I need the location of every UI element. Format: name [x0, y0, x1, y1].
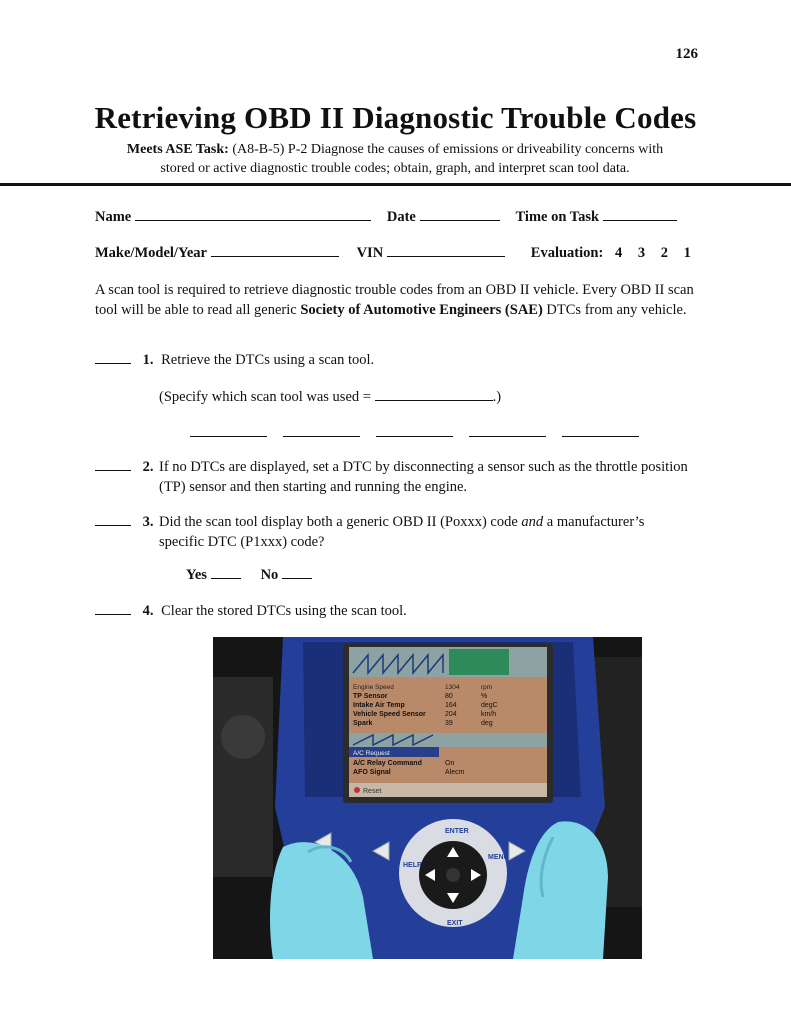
screen-row-unit: deg: [481, 720, 493, 727]
step-3-number: 3.: [142, 514, 154, 530]
step-2: [95, 457, 154, 477]
scan-tool-field[interactable]: [375, 388, 493, 401]
name-field[interactable]: [135, 208, 371, 221]
screen-row-value: 204: [445, 711, 457, 718]
step-3-checkbox[interactable]: [95, 513, 131, 526]
screen-row-label: A/C Relay Command: [353, 760, 422, 767]
step-2-number: 2.: [142, 459, 154, 475]
score-1[interactable]: 1: [683, 245, 691, 261]
no-label: No: [260, 567, 279, 583]
screen-row-value: 164: [445, 702, 457, 709]
help-button: HELP: [403, 862, 422, 869]
reset-softkey: Reset: [363, 788, 382, 795]
screen-row-label: Intake Air Temp: [353, 702, 405, 709]
time-on-task-field[interactable]: [603, 208, 677, 221]
no-field[interactable]: [282, 566, 312, 579]
name-row: [95, 208, 681, 226]
page-number: 126: [675, 46, 698, 62]
enter-button: ENTER: [445, 828, 469, 835]
evaluation-label: Evaluation:: [530, 245, 604, 261]
score-4[interactable]: 4: [614, 245, 623, 261]
dtc-code-field[interactable]: [562, 424, 639, 437]
step-3-text-a: Did the scan tool display both a generic OBD II (Poxxx) code: [159, 514, 522, 530]
screen-row-unit: km/h: [481, 711, 497, 718]
specify-text: (Specify which scan tool was used =: [159, 389, 375, 405]
step-2-text: If no DTCs are displayed, set a DTC by disconnecting a sensor such as the throttle position (TP) sensor and then starting and running the engine.: [159, 459, 688, 495]
make-model-year-field[interactable]: [211, 244, 339, 257]
screen-row-unit: %: [481, 693, 488, 700]
screen-row-label: TP Sensor: [353, 693, 388, 700]
step-4-number: 4.: [142, 603, 154, 619]
reset-icon: [354, 787, 360, 793]
screen-row-value: 80: [445, 693, 453, 700]
step-4: [95, 602, 407, 620]
dtc-code-field[interactable]: [469, 424, 546, 437]
screen-row-label: Vehicle Speed Sensor: [353, 711, 426, 718]
vehicle-row: [95, 244, 691, 262]
date-field[interactable]: [420, 208, 500, 221]
dtc-code-lines: [190, 424, 655, 442]
step-3: [95, 512, 154, 532]
page-title: Retrieving OBD II Diagnostic Trouble Codes: [94, 100, 697, 135]
specify-line: [159, 388, 501, 406]
exit-button: EXIT: [447, 920, 463, 927]
specify-text-end: .): [492, 389, 502, 405]
dtc-code-field[interactable]: [376, 424, 453, 437]
scan-tool-illustration: [213, 637, 642, 959]
intro-bold: Society of Automotive Engineers (SAE): [300, 302, 543, 318]
step-4-checkbox[interactable]: [95, 602, 131, 615]
ase-task-line2: stored or active diagnostic trouble codes; obtain, graph, and interpret scan tool data.: [160, 161, 630, 176]
screen-row-label: A/C Request: [353, 750, 390, 757]
yes-field[interactable]: [211, 566, 241, 579]
score-3[interactable]: 3: [637, 245, 646, 261]
step-2-checkbox[interactable]: [95, 458, 131, 471]
date-label: Date: [386, 209, 416, 225]
vin-label: VIN: [356, 245, 384, 261]
make-model-year-label: Make/Model/Year: [95, 245, 207, 261]
screen-row-unit: degC: [481, 702, 498, 709]
screen-row-unit: rpm: [481, 684, 493, 691]
screen-row-value: On: [445, 760, 455, 767]
screen-row-label: AFO Signal: [353, 769, 391, 776]
name-label: Name: [95, 209, 132, 225]
gauge-icon: [221, 715, 265, 759]
step-3-text-italic: and: [521, 514, 544, 530]
yes-label: Yes: [186, 567, 207, 583]
intro-text-end: DTCs from any vehicle.: [542, 302, 687, 318]
screen-row-value: 1304: [445, 684, 460, 691]
screen-row-label: Spark: [353, 720, 373, 727]
step-4-text: Clear the stored DTCs using the scan tool.: [161, 603, 407, 619]
menu-button: MENU: [488, 854, 509, 861]
ase-task-label: Meets ASE Task:: [126, 142, 229, 157]
step-3-text-b: a manufacturer’s specific DTC (P1xxx) code?: [159, 514, 645, 550]
dtc-code-field[interactable]: [190, 424, 267, 437]
intro-paragraph: [95, 280, 705, 320]
step-3-text: [159, 512, 689, 552]
dtc-code-field[interactable]: [283, 424, 360, 437]
ase-task-line1: (A8-B-5) P-2 Diagnose the causes of emissions or driveability concerns with: [232, 142, 664, 157]
step-1-checkbox[interactable]: [95, 351, 131, 364]
scan-tool-photo: [213, 637, 642, 959]
intro-text: A scan tool is required to retrieve diagnostic trouble codes from an OBD II vehicle. Every OBD II scan tool will be able to read all generic: [95, 282, 694, 318]
vin-field[interactable]: [387, 244, 505, 257]
yes-no-row: [186, 566, 316, 584]
header-rule: [0, 183, 791, 186]
step-1-number: 1.: [142, 352, 154, 368]
screen-row-label: Engine Speed: [353, 684, 394, 691]
ase-task: [95, 140, 695, 178]
step-1: [95, 351, 374, 369]
step-1-text: Retrieve the DTCs using a scan tool.: [161, 352, 375, 368]
screen-row-value: 39: [445, 720, 453, 727]
score-2[interactable]: 2: [660, 245, 668, 261]
screen-row-value: Alecm: [445, 769, 465, 776]
time-on-task-label: Time on Task: [515, 209, 600, 225]
